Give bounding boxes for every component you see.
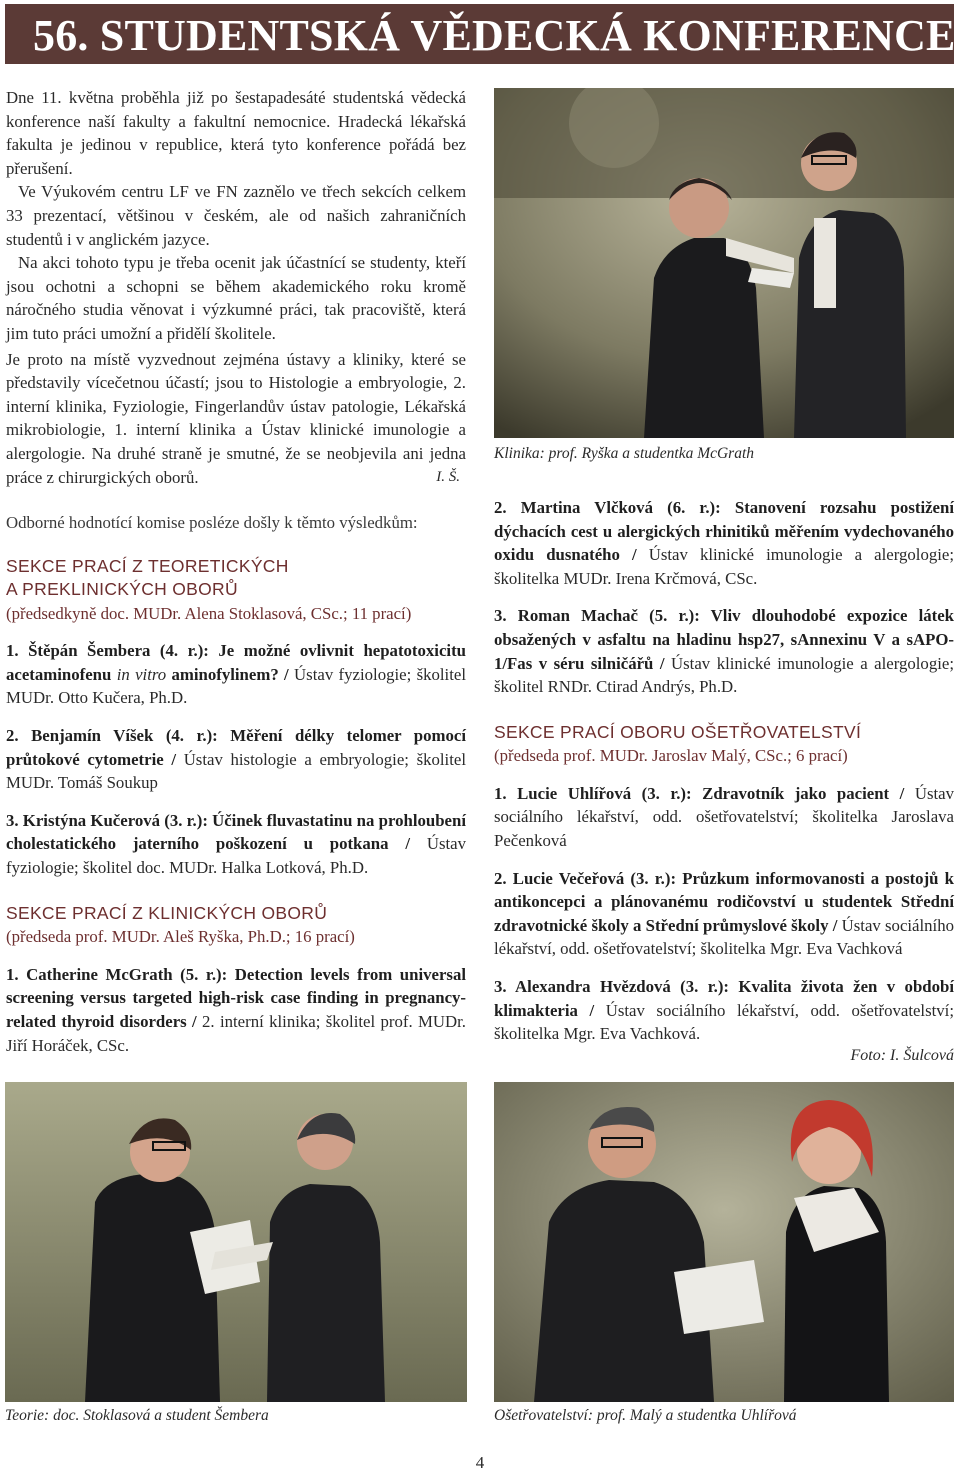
award-entry bbox=[494, 782, 954, 853]
award-title: 2. Benjamín Víšek (4. r.): Měření délky telomer pomocí průtokové cytometrie / bbox=[6, 726, 466, 769]
award-entry bbox=[6, 639, 466, 710]
caption-theoretical-photo: Teorie: doc. Stoklasová a student Šembera bbox=[5, 1407, 269, 1424]
intro-paragraph-4-text: Je proto na místě vyzvednout zejména ústavy a kliniky, které se představily vícečetnou účastí; jsou to Histologie a embryologie, 2. interní klinika, Fyziologie, Fingerlandův ústav patologie, Lékařská mikrobiologie, 1. interní klinika a Ústav klinické imunologie a alergologie. Na druhé straně je smutné, že se neobjevila ani jedna práce z chirurgických oborů. bbox=[6, 349, 466, 487]
section-theoretical bbox=[6, 555, 466, 880]
photo-theoretical-award-image bbox=[5, 1082, 467, 1402]
award-title: 2. Lucie Večeřová (3. r.): Průzkum informovanosti a postojů k antikoncepci a plánovanému rodičovství u studentek Střední zdravotnické školy a Střední průmyslové školy / bbox=[494, 868, 954, 935]
section-theoretical-chair: (předsedkyně doc. MUDr. Alena Stoklasová, CSc.; 11 prací) bbox=[6, 603, 412, 623]
award-title: 1. Lucie Uhlířová (3. r.): Zdravotník jako pacient / bbox=[494, 783, 905, 803]
award-title: 3. Roman Machač (5. r.): Vliv dlouhodobé expozice látek obsažených v asfaltu na hladinu hsp27, sAnnexinu V a sAPO-1/Fas v séru silničářů / bbox=[494, 606, 954, 673]
intro-paragraph-2: Ve Výukovém centru LF ve FN zaznělo ve třech sekcích celkem 33 prezentací, většinou v českém, ale od našich zahraničních studentů i v anglickém jazyce. bbox=[6, 182, 466, 249]
award-entry bbox=[494, 604, 954, 698]
section-theoretical-title-line2: A PREKLINICKÝCH OBORŮ bbox=[6, 579, 238, 600]
award-details: Ústav sociálního lékařství, odd. ošetřovatelství; školitelka Jaroslava Pečenková bbox=[494, 783, 954, 851]
photo-theoretical-award bbox=[5, 1082, 467, 1402]
award-entry bbox=[6, 963, 466, 1057]
award-details: Ústav sociálního lékařství, odd. ošetřovatelství; školitelka Mgr. Eva Vachková. bbox=[494, 1000, 954, 1044]
award-title-end: aminofylinem? / bbox=[171, 664, 289, 684]
intro-paragraph-1: Dne 11. května proběhla již po šestapadesáté studentská vědecká konference naší fakulty a fakultní nemocnice. Hradecká lékařská fakulta je jedinou v republice, která tyto konference pořádá bez přerušení. bbox=[6, 88, 466, 178]
caption-clinical-photo: Klinika: prof. Ryška a studentka McGrath bbox=[494, 445, 755, 462]
intro-paragraph-3: Na akci tohoto typu je třeba ocenit jak účastnící se studenty, kteří jsou ochotni a schopni se během akademického roku kromě náročného studia věnovat i výzkumné práci, tak pracoviště, která jim tuto práci umožní a přidělí školitele. bbox=[6, 253, 466, 343]
award-title-italic: in vitro bbox=[116, 664, 167, 684]
results-intro: Odborné hodnotící komise posléze došly k těmto výsledkům: bbox=[6, 513, 418, 533]
award-title: 1. Catherine McGrath (5. r.): Detection levels from universal screening versus targeted high-risk case finding in pregnancy-related thyroid disorders / bbox=[6, 964, 466, 1031]
award-entry bbox=[6, 724, 466, 795]
page-header-banner bbox=[5, 4, 954, 64]
award-details: Ústav klinické imunologie a alergologie; školitel RNDr. Ctirad Andrýs, Ph.D. bbox=[494, 653, 954, 697]
award-details: Ústav fyziologie; školitel doc. MUDr. Halka Lotková, Ph.D. bbox=[6, 834, 466, 878]
award-title: 3. Alexandra Hvězdová (3. r.): Kvalita života žen v období klimakteria / bbox=[494, 977, 954, 1020]
award-details: Ústav klinické imunologie a alergologie; školitelka MUDr. Irena Krčmová, CSc. bbox=[494, 545, 954, 588]
section-nursing-title: SEKCE PRACÍ OBORU OŠETŘOVATELSTVÍ bbox=[494, 721, 862, 742]
section-clinical-title: SEKCE PRACÍ Z KLINICKÝCH OBORŮ bbox=[6, 902, 328, 923]
caption-nursing-photo: Ošetřovatelství: prof. Malý a studentka Uhlířová bbox=[494, 1407, 797, 1424]
left-column bbox=[6, 86, 466, 1057]
photo-credit: Foto: I. Šulcová bbox=[850, 1046, 954, 1064]
photo-credit-row bbox=[494, 1044, 954, 1068]
award-entry bbox=[6, 809, 466, 880]
award-title: 1. Štěpán Šembera (4. r.): Je možné ovlivnit hepatotoxicitu acetaminofenu bbox=[6, 641, 466, 684]
award-entry bbox=[494, 975, 954, 1046]
award-details: Ústav histologie a embryologie; školitel MUDr. Tomáš Soukup bbox=[6, 749, 466, 793]
photo-clinical-award-image bbox=[494, 88, 954, 438]
photo-nursing-award bbox=[494, 1082, 954, 1402]
award-entry bbox=[494, 496, 954, 590]
page-number: 4 bbox=[475, 1453, 485, 1472]
award-details: Ústav sociálního lékařství, odd. ošetřovatelství; školitelka Mgr. Eva Vachková bbox=[494, 915, 954, 959]
section-theoretical-title-line1: SEKCE PRACÍ Z TEORETICKÝCH bbox=[6, 555, 289, 576]
photo-nursing-award-image bbox=[494, 1082, 954, 1402]
author-signature: I. Š. bbox=[436, 468, 460, 485]
section-clinical bbox=[6, 902, 466, 1057]
section-nursing bbox=[494, 721, 954, 1068]
award-details: 2. interní klinika; školitel prof. MUDr. Jiří Horáček, CSc. bbox=[6, 1011, 466, 1055]
section-clinical-chair: (předseda prof. MUDr. Aleš Ryška, Ph.D.; 16 prací) bbox=[6, 927, 355, 947]
photo-clinical-award bbox=[494, 88, 954, 438]
section-nursing-chair: (předseda prof. MUDr. Jaroslav Malý, CSc.; 6 prací) bbox=[494, 746, 848, 766]
page-title: 56. STUDENTSKÁ VĚDECKÁ KONFERENCE bbox=[33, 11, 956, 60]
award-title: 3. Kristýna Kučerová (3. r.): Účinek fluvastatinu na prohloubení cholestatického jaterního poškození u potkana / bbox=[6, 810, 466, 854]
award-details: Ústav fyziologie; školitel MUDr. Otto Kučera, Ph.D. bbox=[6, 664, 466, 708]
right-column bbox=[494, 496, 954, 1067]
award-title: 2. Martina Vlčková (6. r.): Stanovení rozsahu postižení dýchacích cest u alergických rhinitiků měřením vydechovaného oxidu dusnatého / bbox=[494, 498, 954, 565]
intro-paragraph-4 bbox=[6, 348, 466, 490]
award-entry bbox=[494, 867, 954, 961]
